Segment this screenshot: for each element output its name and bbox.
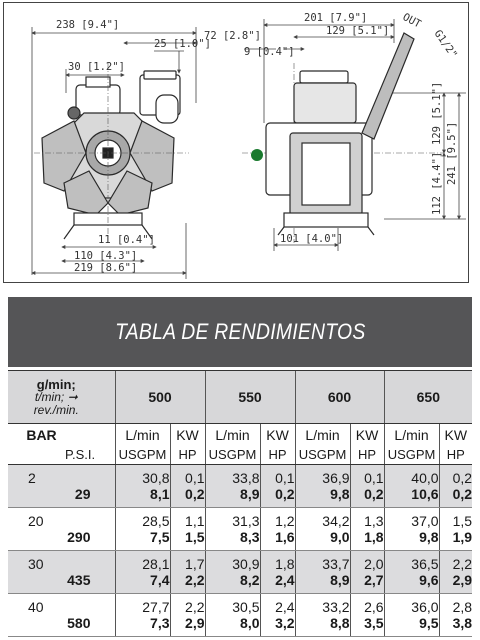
flow-usgpm: 8,9 [295,572,350,594]
power-hp: 2,7 [350,572,384,594]
power-kw: 2,6 [350,594,384,616]
outlet-label: OUT [400,11,423,31]
power-kw: 2,4 [260,594,295,616]
dim-overall-bottom: 219 [8.6"] [74,262,138,274]
unit-usgpm: USGPM [115,446,170,465]
table-body [8,465,472,637]
psi-value: 435 [65,572,115,594]
dim-top-small: 25 [1.0"] [154,38,211,50]
flow-usgpm: 8,8 [295,615,350,637]
power-hp: 1,8 [350,529,384,551]
table-row-us [8,572,472,594]
flow-usgpm: 10,6 [384,486,439,508]
performance-table [8,370,472,637]
psi-header: P.S.I. [65,446,115,465]
corner-gmin: g/min; [36,376,76,392]
flow-lmin: 33,8 [205,465,260,487]
power-hp: 0,2 [439,486,472,508]
dim-side-right-1: 129 [5.1"] [431,81,443,145]
flow-lmin: 28,5 [115,508,170,530]
power-hp: 1,6 [260,529,295,551]
power-kw: 0,2 [439,465,472,487]
power-hp: 1,9 [439,529,472,551]
power-hp: 2,4 [260,572,295,594]
unit-hp: HP [350,446,384,465]
power-hp: 0,2 [350,486,384,508]
dim-side-top-1: 201 [7.9"] [304,12,368,24]
power-hp: 3,8 [439,615,472,637]
flow-lmin: 36,0 [384,594,439,616]
flow-usgpm: 7,3 [115,615,170,637]
flow-usgpm: 9,0 [295,529,350,551]
dim-top-mid: 72 [2.8"] [204,30,261,42]
power-kw: 0,1 [350,465,384,487]
flow-lmin: 27,7 [115,594,170,616]
outlet-thread: G1/2" [431,27,460,61]
flow-usgpm: 8,0 [205,615,260,637]
table-title: TABLA DE RENDIMIENTOS [114,319,366,344]
table-banner [8,297,472,367]
flow-lmin: 33,7 [295,551,350,573]
power-kw: 0,1 [170,465,205,487]
power-hp: 2,9 [439,572,472,594]
power-kw: 1,7 [170,551,205,573]
flow-lmin: 30,5 [205,594,260,616]
unit-usgpm: USGPM [205,446,260,465]
unit-lmin: L/min [115,424,170,447]
table-row-metric [8,594,472,616]
flow-lmin: 40,0 [384,465,439,487]
corner-header [8,371,115,424]
dim-base-2: 110 [4.3"] [74,250,138,262]
unit-lmin: L/min [384,424,439,447]
dim-side-right-3: 112 [4.4"] [431,151,443,215]
power-hp: 2,9 [170,615,205,637]
dim-side-top-3: 9 [0.4"] [244,46,295,58]
bar-value: 40 [28,599,44,615]
table-row-us [8,529,472,551]
power-hp: 2,2 [170,572,205,594]
speed-500: 500 [115,371,205,424]
dim-side-right-2: 241 [9.5"] [446,121,458,185]
pump-drawing-svg [4,3,470,284]
flow-usgpm: 7,4 [115,572,170,594]
dim-side-bottom: 101 [4.0"] [280,233,344,245]
unit-metric-row [8,424,472,447]
flow-usgpm: 9,8 [295,486,350,508]
dim-side-top-2: 129 [5.1"] [326,25,390,37]
flow-lmin: 34,2 [295,508,350,530]
corner-revmin: rev./min. [33,402,79,417]
flow-lmin: 30,8 [115,465,170,487]
unit-kw: KW [350,424,384,447]
power-kw: 2,0 [350,551,384,573]
bar-value: 30 [8,551,65,573]
flow-lmin: 31,3 [205,508,260,530]
table-row-us [8,486,472,508]
psi-value: 29 [65,486,115,508]
unit-hp: HP [260,446,295,465]
flow-usgpm: 8,9 [205,486,260,508]
power-kw: 1,1 [170,508,205,530]
unit-lmin: L/min [295,424,350,447]
table-row-metric [8,465,472,487]
speed-650: 650 [384,371,472,424]
flow-usgpm: 8,3 [205,529,260,551]
flow-lmin: 28,1 [115,551,170,573]
power-hp: 0,2 [170,486,205,508]
speed-550: 550 [205,371,295,424]
power-hp: 3,2 [260,615,295,637]
flow-lmin: 36,5 [384,551,439,573]
dim-upper-left: 30 [1.2"] [68,61,125,73]
flow-lmin: 37,0 [384,508,439,530]
unit-usgpm: USGPM [295,446,350,465]
corner-tmin: t/min; ➞ [34,389,78,404]
unit-lmin: L/min [205,424,260,447]
unit-usgpm: USGPM [384,446,439,465]
flow-lmin: 33,2 [295,594,350,616]
unit-hp: HP [439,446,472,465]
dim-overall-top: 238 [9.4"] [56,19,120,31]
flow-usgpm: 9,5 [384,615,439,637]
dim-base-1: 11 [0.4"] [98,234,155,246]
table-row-metric [8,508,472,530]
power-hp: 1,5 [170,529,205,551]
power-hp: 3,5 [350,615,384,637]
unit-kw: KW [260,424,295,447]
power-kw: 1,5 [439,508,472,530]
flow-usgpm: 9,6 [384,572,439,594]
speed-600: 600 [295,371,384,424]
power-kw: 1,8 [260,551,295,573]
unit-us-row [8,446,472,465]
reference-marker [251,149,263,161]
flow-usgpm: 9,8 [384,529,439,551]
technical-drawing [3,2,469,283]
psi-value: 580 [65,615,115,637]
power-kw: 2,8 [439,594,472,616]
bar-value: 20 [28,513,44,529]
flow-usgpm: 8,1 [115,486,170,508]
speed-header-row [8,371,472,424]
power-kw: 2,2 [170,594,205,616]
flow-lmin: 30,9 [205,551,260,573]
table-row-metric [8,551,472,573]
arrow-right-icon: ➞ [67,389,78,404]
bar-header: BAR [26,427,57,443]
unit-hp: HP [170,446,205,465]
unit-kw: KW [439,424,472,447]
power-kw: 0,1 [260,465,295,487]
psi-value: 290 [65,529,115,551]
flow-usgpm: 8,2 [205,572,260,594]
flow-lmin: 36,9 [295,465,350,487]
power-kw: 2,2 [439,551,472,573]
unit-kw: KW [170,424,205,447]
power-kw: 1,3 [350,508,384,530]
power-kw: 1,2 [260,508,295,530]
power-hp: 0,2 [260,486,295,508]
bar-value: 2 [8,465,65,487]
table-row-us [8,615,472,637]
flow-usgpm: 7,5 [115,529,170,551]
